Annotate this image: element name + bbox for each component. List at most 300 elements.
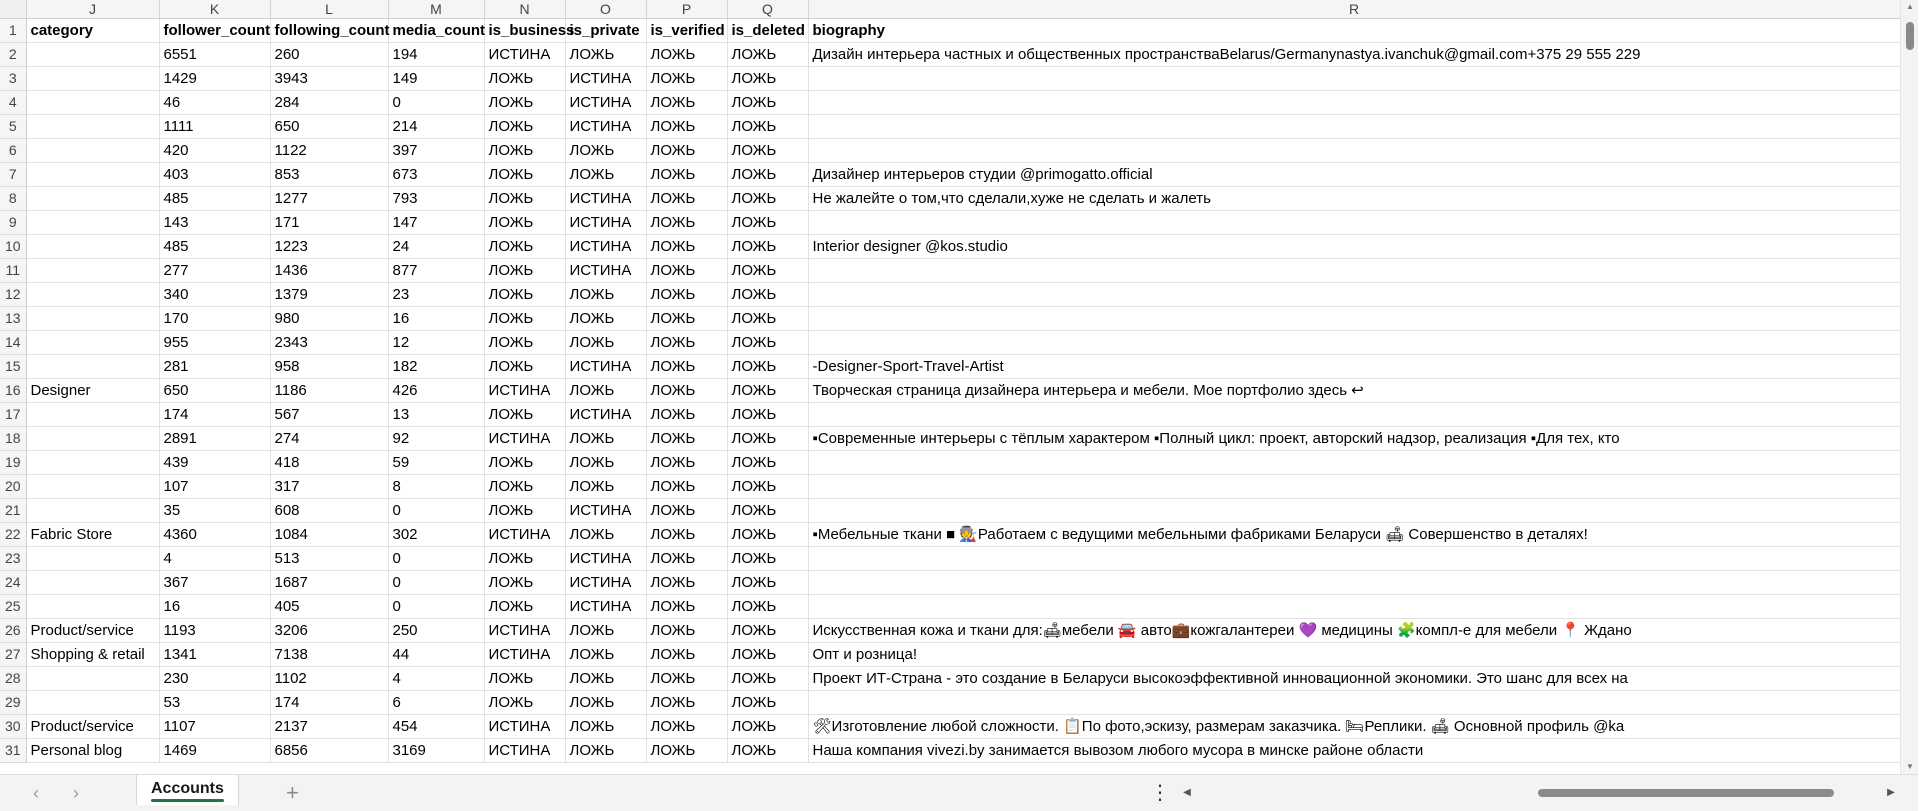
cell-is-private[interactable]: ЛОЖЬ [565,379,646,403]
cell-media-count[interactable]: 0 [388,547,484,571]
cell-biography[interactable]: Дизайнер интерьеров студии @primogatto.official [808,163,1900,187]
cell-following-count[interactable]: 3206 [270,619,388,643]
cell-category[interactable]: Product/service [26,619,159,643]
scroll-up-icon[interactable]: ▲ [1906,2,1914,11]
cell-biography[interactable]: Опт и розница! [808,643,1900,667]
cell-is-business[interactable]: ЛОЖЬ [484,163,565,187]
cell-is-verified[interactable]: ЛОЖЬ [646,91,727,115]
row-number[interactable]: 22 [0,523,26,547]
cell-is-private[interactable]: ИСТИНА [565,571,646,595]
cell-media-count[interactable]: 0 [388,91,484,115]
row-number[interactable]: 13 [0,307,26,331]
cell-is-business[interactable]: ЛОЖЬ [484,451,565,475]
cell-is-deleted[interactable]: ЛОЖЬ [727,499,808,523]
cell-biography[interactable] [808,547,1900,571]
cell-is-private[interactable]: ИСТИНА [565,355,646,379]
cell-category[interactable]: Product/service [26,715,159,739]
cell-category[interactable]: Shopping & retail [26,643,159,667]
cell-media-count[interactable]: 4 [388,667,484,691]
cell-is-private[interactable]: ИСТИНА [565,547,646,571]
cell-is-verified[interactable]: ЛОЖЬ [646,379,727,403]
row-number[interactable]: 23 [0,547,26,571]
cell-following-count[interactable]: 513 [270,547,388,571]
column-header-r[interactable]: R [808,0,1900,19]
cell-is-deleted[interactable]: ЛОЖЬ [727,91,808,115]
cell-follower-count[interactable]: 143 [159,211,270,235]
cell-media-count[interactable]: 44 [388,643,484,667]
cell-is-private[interactable]: ЛОЖЬ [565,163,646,187]
cell-following-count[interactable]: 260 [270,43,388,67]
cell-following-count[interactable]: 3943 [270,67,388,91]
column-title-cell[interactable]: is_business [484,19,565,43]
column-title-cell[interactable]: biography [808,19,1900,43]
row-number[interactable]: 18 [0,427,26,451]
cell-is-business[interactable]: ЛОЖЬ [484,667,565,691]
cell-is-deleted[interactable]: ЛОЖЬ [727,715,808,739]
cell-follower-count[interactable]: 403 [159,163,270,187]
cell-is-verified[interactable]: ЛОЖЬ [646,451,727,475]
cell-category[interactable] [26,43,159,67]
cell-category[interactable] [26,211,159,235]
cell-is-deleted[interactable]: ЛОЖЬ [727,619,808,643]
row-number[interactable]: 31 [0,739,26,763]
cell-follower-count[interactable]: 46 [159,91,270,115]
select-all-corner[interactable] [0,0,26,19]
cell-following-count[interactable]: 1379 [270,283,388,307]
row-number[interactable]: 11 [0,259,26,283]
cell-is-business[interactable]: ИСТИНА [484,379,565,403]
cell-is-business[interactable]: ЛОЖЬ [484,67,565,91]
cell-media-count[interactable]: 92 [388,427,484,451]
column-title-cell[interactable]: is_verified [646,19,727,43]
cell-is-deleted[interactable]: ЛОЖЬ [727,739,808,763]
cell-is-deleted[interactable]: ЛОЖЬ [727,211,808,235]
cell-is-deleted[interactable]: ЛОЖЬ [727,451,808,475]
cell-following-count[interactable]: 418 [270,451,388,475]
cell-is-business[interactable]: ЛОЖЬ [484,547,565,571]
column-header-m[interactable]: M [388,0,484,19]
cell-is-verified[interactable]: ЛОЖЬ [646,595,727,619]
cell-is-deleted[interactable]: ЛОЖЬ [727,139,808,163]
cell-category[interactable] [26,355,159,379]
cell-following-count[interactable]: 174 [270,691,388,715]
cell-is-verified[interactable]: ЛОЖЬ [646,307,727,331]
cell-is-verified[interactable]: ЛОЖЬ [646,667,727,691]
cell-media-count[interactable]: 0 [388,499,484,523]
cell-is-verified[interactable]: ЛОЖЬ [646,115,727,139]
cell-following-count[interactable]: 284 [270,91,388,115]
cell-biography[interactable] [808,451,1900,475]
cell-is-business[interactable]: ЛОЖЬ [484,403,565,427]
cell-following-count[interactable]: 1436 [270,259,388,283]
add-sheet-button[interactable]: + [286,780,299,805]
row-number[interactable]: 1 [0,19,26,43]
cell-biography[interactable] [808,571,1900,595]
cell-is-business[interactable]: ЛОЖЬ [484,691,565,715]
cell-is-private[interactable]: ЛОЖЬ [565,43,646,67]
cell-category[interactable] [26,499,159,523]
cell-biography[interactable] [808,331,1900,355]
cell-is-deleted[interactable]: ЛОЖЬ [727,67,808,91]
horizontal-scrollbar[interactable] [1180,784,1898,802]
row-number[interactable]: 16 [0,379,26,403]
cell-biography[interactable]: Interior designer @kos.studio [808,235,1900,259]
row-number[interactable]: 7 [0,163,26,187]
cell-is-business[interactable]: ИСТИНА [484,619,565,643]
cell-is-verified[interactable]: ЛОЖЬ [646,163,727,187]
cell-follower-count[interactable]: 277 [159,259,270,283]
cell-biography[interactable]: Искусственная кожа и ткани для:🛋мебели 🚘 авто💼кожгалантереи 💜 медицины 🧩компл-е для мебели 📍 Ждано [808,619,1900,643]
row-number[interactable]: 29 [0,691,26,715]
row-number[interactable]: 26 [0,619,26,643]
cell-media-count[interactable]: 182 [388,355,484,379]
cell-biography[interactable] [808,307,1900,331]
cell-is-verified[interactable]: ЛОЖЬ [646,355,727,379]
cell-biography[interactable] [808,283,1900,307]
chevron-left-icon[interactable]: ‹ [33,783,39,803]
cell-following-count[interactable]: 2137 [270,715,388,739]
cell-is-business[interactable]: ИСТИНА [484,715,565,739]
cell-following-count[interactable]: 1102 [270,667,388,691]
cell-follower-count[interactable]: 955 [159,331,270,355]
cell-is-verified[interactable]: ЛОЖЬ [646,331,727,355]
cell-biography[interactable] [808,595,1900,619]
cell-is-verified[interactable]: ЛОЖЬ [646,211,727,235]
column-header-k[interactable]: K [159,0,270,19]
cell-category[interactable] [26,115,159,139]
cell-is-business[interactable]: ЛОЖЬ [484,355,565,379]
cell-is-verified[interactable]: ЛОЖЬ [646,739,727,763]
cell-is-deleted[interactable]: ЛОЖЬ [727,523,808,547]
cell-is-verified[interactable]: ЛОЖЬ [646,67,727,91]
cell-is-private[interactable]: ЛОЖЬ [565,739,646,763]
cell-is-private[interactable]: ИСТИНА [565,187,646,211]
cell-media-count[interactable]: 59 [388,451,484,475]
column-header-o[interactable]: O [565,0,646,19]
cell-biography[interactable] [808,403,1900,427]
cell-media-count[interactable]: 426 [388,379,484,403]
cell-is-private[interactable]: ИСТИНА [565,259,646,283]
cell-follower-count[interactable]: 174 [159,403,270,427]
cell-media-count[interactable]: 250 [388,619,484,643]
cell-is-business[interactable]: ИСТИНА [484,43,565,67]
cell-is-private[interactable]: ЛОЖЬ [565,667,646,691]
cell-is-deleted[interactable]: ЛОЖЬ [727,259,808,283]
cell-is-deleted[interactable]: ЛОЖЬ [727,547,808,571]
cell-is-private[interactable]: ЛОЖЬ [565,691,646,715]
cell-following-count[interactable]: 6856 [270,739,388,763]
cell-category[interactable] [26,331,159,355]
cell-following-count[interactable]: 2343 [270,331,388,355]
cell-media-count[interactable]: 397 [388,139,484,163]
cell-biography[interactable] [808,211,1900,235]
cell-category[interactable]: Personal blog [26,739,159,763]
cell-follower-count[interactable]: 1107 [159,715,270,739]
row-number[interactable]: 27 [0,643,26,667]
cell-biography[interactable]: ▪Современные интерьеры с тёплым характером ▪Полный цикл: проект, авторский надзор, реализация ▪Для тех, кто [808,427,1900,451]
cell-follower-count[interactable]: 107 [159,475,270,499]
cell-is-private[interactable]: ИСТИНА [565,67,646,91]
cell-is-verified[interactable]: ЛОЖЬ [646,139,727,163]
cell-media-count[interactable]: 877 [388,259,484,283]
cell-biography[interactable] [808,475,1900,499]
cell-is-business[interactable]: ЛОЖЬ [484,91,565,115]
cell-follower-count[interactable]: 4360 [159,523,270,547]
cell-is-business[interactable]: ИСТИНА [484,643,565,667]
cell-category[interactable] [26,235,159,259]
cell-is-verified[interactable]: ЛОЖЬ [646,403,727,427]
cell-is-verified[interactable]: ЛОЖЬ [646,187,727,211]
cell-following-count[interactable]: 274 [270,427,388,451]
cell-is-deleted[interactable]: ЛОЖЬ [727,475,808,499]
column-header-n[interactable]: N [484,0,565,19]
cell-is-private[interactable]: ИСТИНА [565,403,646,427]
chevron-right-icon[interactable]: › [73,783,79,803]
row-number[interactable]: 5 [0,115,26,139]
cell-category[interactable]: Fabric Store [26,523,159,547]
cell-follower-count[interactable]: 281 [159,355,270,379]
column-title-cell[interactable]: following_count [270,19,388,43]
row-number[interactable]: 21 [0,499,26,523]
row-number[interactable]: 17 [0,403,26,427]
vertical-scrollbar[interactable] [1900,0,1918,774]
cell-is-private[interactable]: ИСТИНА [565,595,646,619]
cell-is-private[interactable]: ЛОЖЬ [565,451,646,475]
cell-following-count[interactable]: 7138 [270,643,388,667]
scroll-right-icon[interactable]: ▶ [1887,787,1895,798]
cell-media-count[interactable]: 8 [388,475,484,499]
row-number[interactable]: 28 [0,667,26,691]
cell-is-deleted[interactable]: ЛОЖЬ [727,643,808,667]
scroll-down-icon[interactable]: ▼ [1906,762,1914,771]
cell-is-deleted[interactable]: ЛОЖЬ [727,283,808,307]
cell-category[interactable]: Designer [26,379,159,403]
cell-category[interactable] [26,475,159,499]
cell-is-private[interactable]: ИСТИНА [565,235,646,259]
cell-is-business[interactable]: ЛОЖЬ [484,139,565,163]
column-header-p[interactable]: P [646,0,727,19]
cell-follower-count[interactable]: 4 [159,547,270,571]
cell-biography[interactable]: 🛠Изготовление любой сложности. 📋По фото,эскизу, размерам заказчика. 🛏Реплики. 🛋 Основной профиль @ka [808,715,1900,739]
cell-is-business[interactable]: ИСТИНА [484,523,565,547]
cell-category[interactable] [26,307,159,331]
cell-media-count[interactable]: 6 [388,691,484,715]
cell-is-business[interactable]: ЛОЖЬ [484,211,565,235]
cell-follower-count[interactable]: 439 [159,451,270,475]
cell-is-business[interactable]: ЛОЖЬ [484,259,565,283]
cell-is-verified[interactable]: ЛОЖЬ [646,499,727,523]
cell-is-deleted[interactable]: ЛОЖЬ [727,667,808,691]
cell-is-verified[interactable]: ЛОЖЬ [646,715,727,739]
cell-media-count[interactable]: 0 [388,595,484,619]
cell-is-private[interactable]: ИСТИНА [565,91,646,115]
cell-is-verified[interactable]: ЛОЖЬ [646,43,727,67]
row-number[interactable]: 3 [0,67,26,91]
cell-biography[interactable] [808,691,1900,715]
cell-is-deleted[interactable]: ЛОЖЬ [727,355,808,379]
cell-follower-count[interactable]: 1193 [159,619,270,643]
cell-following-count[interactable]: 1277 [270,187,388,211]
cell-following-count[interactable]: 1122 [270,139,388,163]
cell-follower-count[interactable]: 16 [159,595,270,619]
cell-is-private[interactable]: ЛОЖЬ [565,283,646,307]
cell-media-count[interactable]: 454 [388,715,484,739]
cell-media-count[interactable]: 194 [388,43,484,67]
cell-category[interactable] [26,403,159,427]
cell-is-verified[interactable]: ЛОЖЬ [646,283,727,307]
cell-following-count[interactable]: 1687 [270,571,388,595]
cell-is-private[interactable]: ИСТИНА [565,499,646,523]
cell-media-count[interactable]: 147 [388,211,484,235]
cell-category[interactable] [26,571,159,595]
scroll-left-icon[interactable]: ◀ [1183,787,1191,798]
column-header-l[interactable]: L [270,0,388,19]
cell-follower-count[interactable]: 1111 [159,115,270,139]
cell-is-verified[interactable]: ЛОЖЬ [646,619,727,643]
cell-is-private[interactable]: ЛОЖЬ [565,619,646,643]
cell-is-verified[interactable]: ЛОЖЬ [646,235,727,259]
column-title-cell[interactable]: follower_count [159,19,270,43]
cell-follower-count[interactable]: 485 [159,235,270,259]
cell-is-private[interactable]: ЛОЖЬ [565,523,646,547]
cell-is-private[interactable]: ЛОЖЬ [565,715,646,739]
row-number[interactable]: 24 [0,571,26,595]
cell-category[interactable] [26,67,159,91]
cell-is-business[interactable]: ЛОЖЬ [484,499,565,523]
cell-category[interactable] [26,259,159,283]
cell-category[interactable] [26,283,159,307]
cell-is-verified[interactable]: ЛОЖЬ [646,643,727,667]
cell-biography[interactable]: Проект ИТ-Страна - это создание в Беларуси высокоэффективной инновационной экономики. Это шанс для всех на [808,667,1900,691]
cell-media-count[interactable]: 302 [388,523,484,547]
cell-category[interactable] [26,163,159,187]
column-title-cell[interactable]: is_deleted [727,19,808,43]
cell-category[interactable] [26,139,159,163]
cell-media-count[interactable]: 13 [388,403,484,427]
cell-is-business[interactable]: ЛОЖЬ [484,235,565,259]
cell-following-count[interactable]: 567 [270,403,388,427]
cell-following-count[interactable]: 650 [270,115,388,139]
cell-category[interactable] [26,667,159,691]
cell-media-count[interactable]: 673 [388,163,484,187]
cell-category[interactable] [26,451,159,475]
cell-follower-count[interactable]: 1341 [159,643,270,667]
cell-follower-count[interactable]: 6551 [159,43,270,67]
cell-is-verified[interactable]: ЛОЖЬ [646,571,727,595]
cell-is-deleted[interactable]: ЛОЖЬ [727,43,808,67]
more-options-icon[interactable]: ⋮ [1150,782,1170,804]
cell-category[interactable] [26,691,159,715]
cell-biography[interactable]: -Designer-Sport-Travel-Artist [808,355,1900,379]
cell-is-private[interactable]: ЛОЖЬ [565,475,646,499]
cell-media-count[interactable]: 149 [388,67,484,91]
horizontal-scroll-thumb[interactable] [1538,789,1834,797]
cell-is-business[interactable]: ЛОЖЬ [484,283,565,307]
cell-following-count[interactable]: 1084 [270,523,388,547]
cell-is-business[interactable]: ИСТИНА [484,427,565,451]
cell-is-deleted[interactable]: ЛОЖЬ [727,403,808,427]
cell-is-verified[interactable]: ЛОЖЬ [646,475,727,499]
cell-follower-count[interactable]: 170 [159,307,270,331]
cell-is-deleted[interactable]: ЛОЖЬ [727,163,808,187]
row-number[interactable]: 10 [0,235,26,259]
row-number[interactable]: 9 [0,211,26,235]
cell-is-verified[interactable]: ЛОЖЬ [646,691,727,715]
cell-is-private[interactable]: ИСТИНА [565,211,646,235]
cell-is-deleted[interactable]: ЛОЖЬ [727,427,808,451]
cell-is-business[interactable]: ЛОЖЬ [484,187,565,211]
cell-is-private[interactable]: ЛОЖЬ [565,331,646,355]
cell-media-count[interactable]: 23 [388,283,484,307]
cell-is-deleted[interactable]: ЛОЖЬ [727,115,808,139]
row-number[interactable]: 2 [0,43,26,67]
cell-is-verified[interactable]: ЛОЖЬ [646,259,727,283]
cell-is-verified[interactable]: ЛОЖЬ [646,547,727,571]
cell-media-count[interactable]: 3169 [388,739,484,763]
cell-media-count[interactable]: 12 [388,331,484,355]
cell-biography[interactable] [808,499,1900,523]
cell-is-private[interactable]: ЛОЖЬ [565,427,646,451]
cell-is-deleted[interactable]: ЛОЖЬ [727,379,808,403]
tab-accounts[interactable] [136,775,239,805]
cell-biography[interactable] [808,259,1900,283]
cell-is-business[interactable]: ЛОЖЬ [484,331,565,355]
cell-is-deleted[interactable]: ЛОЖЬ [727,595,808,619]
cell-media-count[interactable]: 793 [388,187,484,211]
cell-is-private[interactable]: ЛОЖЬ [565,643,646,667]
cell-follower-count[interactable]: 367 [159,571,270,595]
cell-biography[interactable]: ▪Мебельные ткани ■ 🧑‍🏭Работаем с ведущими мебельными фабриками Беларуси 🛋 Совершенство в деталях! [808,523,1900,547]
row-number[interactable]: 12 [0,283,26,307]
cell-biography[interactable] [808,139,1900,163]
row-number[interactable]: 6 [0,139,26,163]
row-number[interactable]: 19 [0,451,26,475]
cell-is-business[interactable]: ЛОЖЬ [484,115,565,139]
cell-following-count[interactable]: 171 [270,211,388,235]
cell-is-verified[interactable]: ЛОЖЬ [646,523,727,547]
column-header-j[interactable]: J [26,0,159,19]
cell-is-deleted[interactable]: ЛОЖЬ [727,331,808,355]
cell-follower-count[interactable]: 485 [159,187,270,211]
cell-category[interactable] [26,187,159,211]
cell-follower-count[interactable]: 2891 [159,427,270,451]
cell-is-deleted[interactable]: ЛОЖЬ [727,571,808,595]
cell-is-business[interactable]: ЛОЖЬ [484,571,565,595]
cell-is-business[interactable]: ЛОЖЬ [484,475,565,499]
column-header-q[interactable]: Q [727,0,808,19]
cell-follower-count[interactable]: 230 [159,667,270,691]
cell-follower-count[interactable]: 340 [159,283,270,307]
cell-following-count[interactable]: 405 [270,595,388,619]
cell-following-count[interactable]: 1223 [270,235,388,259]
cell-is-deleted[interactable]: ЛОЖЬ [727,187,808,211]
cell-follower-count[interactable]: 420 [159,139,270,163]
cell-following-count[interactable]: 958 [270,355,388,379]
row-number[interactable]: 20 [0,475,26,499]
cell-is-business[interactable]: ИСТИНА [484,739,565,763]
cell-is-verified[interactable]: ЛОЖЬ [646,427,727,451]
row-number[interactable]: 8 [0,187,26,211]
column-title-cell[interactable]: is_private [565,19,646,43]
cell-biography[interactable]: Не жалейте о том,что сделали,хуже не сделать и жалеть [808,187,1900,211]
cell-biography[interactable] [808,91,1900,115]
cell-category[interactable] [26,91,159,115]
cell-following-count[interactable]: 317 [270,475,388,499]
cell-follower-count[interactable]: 650 [159,379,270,403]
cell-follower-count[interactable]: 1469 [159,739,270,763]
cell-biography[interactable] [808,115,1900,139]
cell-media-count[interactable]: 214 [388,115,484,139]
